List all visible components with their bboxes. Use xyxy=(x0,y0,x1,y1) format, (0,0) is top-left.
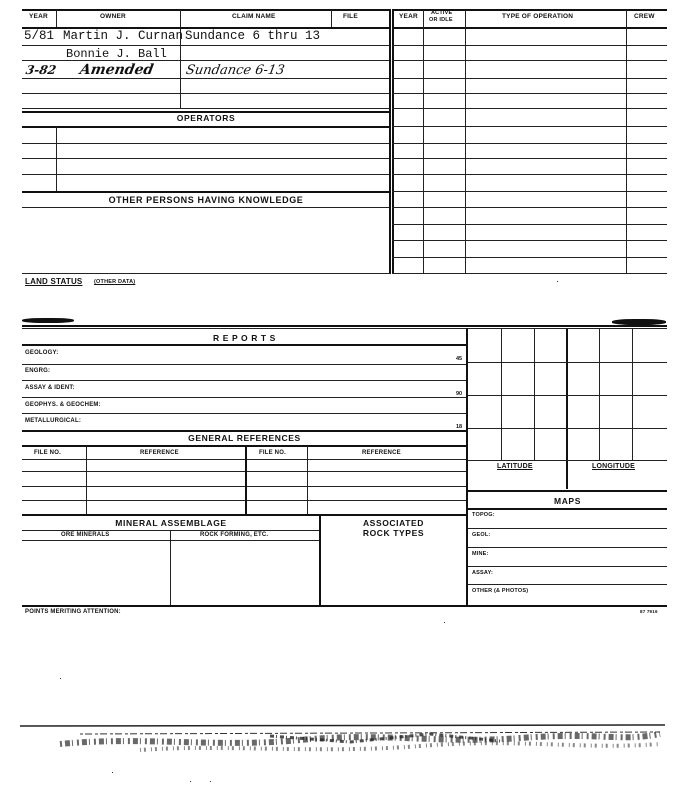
report-metallurgical-num: 18 xyxy=(456,424,463,430)
form-number: 87 7916 xyxy=(640,609,658,614)
operations-year-header: YEAR xyxy=(399,13,418,20)
associated-rock-types-1: ASSOCIATED xyxy=(362,518,425,528)
operations-type-header: TYPE OF OPERATION xyxy=(502,13,574,20)
other-persons-heading: OTHER PERSONS HAVING KNOWLEDGE xyxy=(108,195,304,205)
general-references-heading: GENERAL REFERENCES xyxy=(188,433,301,443)
ore-minerals-header: ORE MINERALS xyxy=(61,532,110,538)
claims-owner-header: OWNER xyxy=(100,13,126,20)
genref-file-no-header-2: FILE NO. xyxy=(259,450,286,456)
report-geology-num: 45 xyxy=(456,356,463,362)
report-metallurgical-label: METALLURGICAL: xyxy=(25,418,82,424)
maps-geol: GEOL: xyxy=(472,532,491,538)
claim-row-1-claim: Sundance 6 thru 13 xyxy=(185,29,321,43)
mineral-assemblage-heading: MINERAL ASSEMBLAGE xyxy=(115,518,227,528)
maps-other: OTHER (& PHOTOS) xyxy=(472,588,529,594)
longitude-label: LONGITUDE xyxy=(592,463,636,470)
points-meriting-attention: POINTS MERITING ATTENTION: xyxy=(25,609,121,615)
claim-row-3-owner: Amended xyxy=(78,62,155,78)
claims-file-header: FILE xyxy=(343,13,358,20)
maps-mine: MINE: xyxy=(472,551,489,557)
operations-active-header-2: OR IDLE xyxy=(429,17,453,23)
operators-heading: OPERATORS xyxy=(176,113,236,123)
operations-active-header-1: ACTIVE xyxy=(431,10,453,16)
claim-row-1-owner: Martin J. Curnan xyxy=(63,29,184,43)
associated-rock-types-2: ROCK TYPES xyxy=(362,528,425,538)
genref-file-no-header-1: FILE NO. xyxy=(34,450,61,456)
claim-row-3-claim: Sundance 6-13 xyxy=(184,63,286,78)
scan-noise-band xyxy=(20,722,665,762)
report-geophys-label: GEOPHYS. & GEOCHEM: xyxy=(25,402,101,408)
report-engrg-label: ENGRG: xyxy=(25,368,51,374)
claim-row-1-year: 5/81 xyxy=(24,29,55,43)
claims-year-header: YEAR xyxy=(29,13,48,20)
genref-reference-header-1: REFERENCE xyxy=(140,450,179,456)
report-assay-num: 90 xyxy=(456,391,463,397)
land-status-sublabel: (OTHER DATA) xyxy=(94,279,136,285)
claims-name-header: CLAIM NAME xyxy=(232,13,276,20)
land-status-label: LAND STATUS xyxy=(25,277,83,286)
genref-reference-header-2: REFERENCE xyxy=(362,450,401,456)
rock-forming-header: ROCK FORMING, ETC. xyxy=(200,532,269,538)
report-geology-label: GEOLOGY: xyxy=(25,350,59,356)
maps-heading: MAPS xyxy=(554,496,581,506)
maps-assay: ASSAY: xyxy=(472,570,494,576)
claim-row-2-owner: Bonnie J. Ball xyxy=(66,47,167,61)
latitude-label: LATITUDE xyxy=(497,463,533,470)
operations-crew-header: CREW xyxy=(634,13,655,20)
claim-row-3-year: 3-82 xyxy=(24,63,58,77)
report-assay-label: ASSAY & IDENT: xyxy=(25,385,75,391)
reports-heading: R E P O R T S xyxy=(213,333,276,343)
maps-topog: TOPOG: xyxy=(472,512,495,518)
